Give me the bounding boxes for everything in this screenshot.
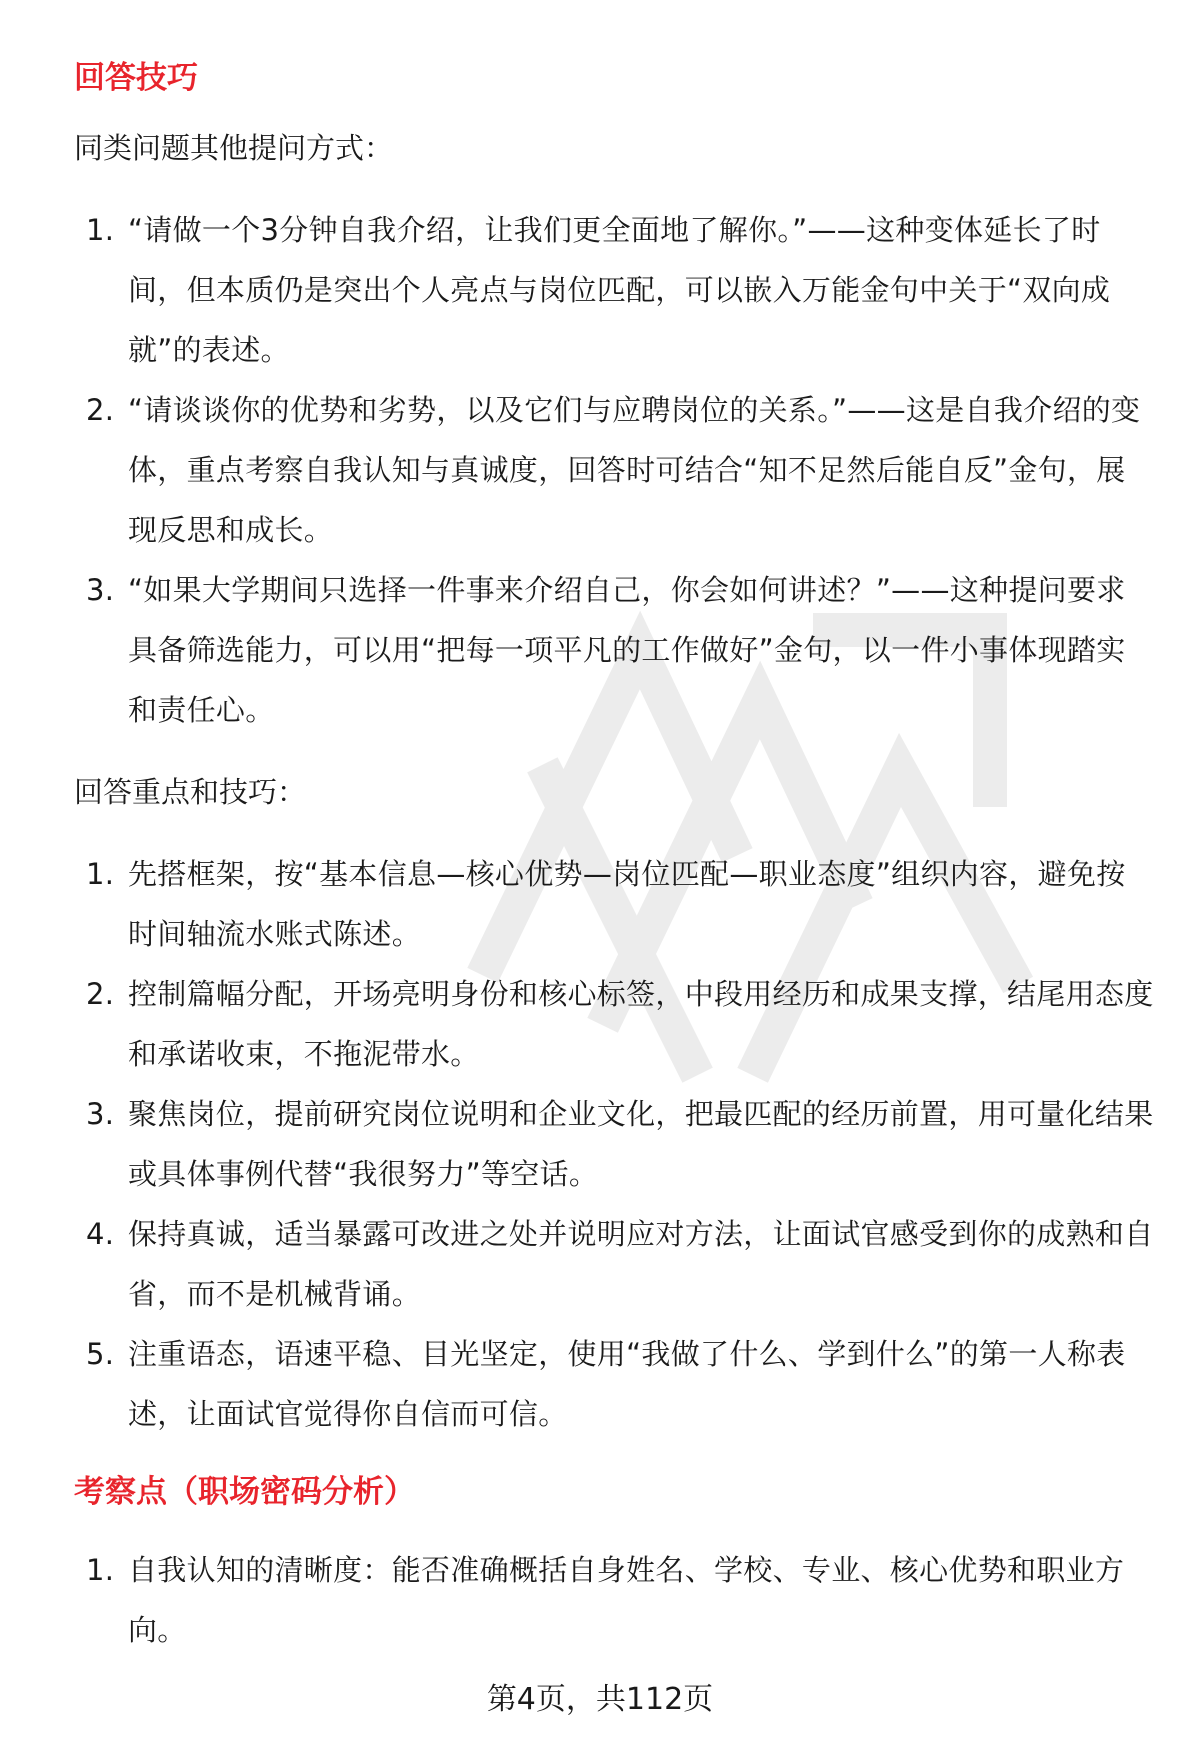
list-item xyxy=(74,1324,1154,1444)
list-text: 保持真诚，适当暴露可改进之处并说明应对方法，让面试官感受到你的成熟和自省，而不是机械背诵。 xyxy=(128,1217,1154,1311)
list-text: “如果大学期间只选择一件事来介绍自己，你会如何讲述？”——这种提问要求具备筛选能力，可以用“把每一项平凡的工作做好”金句，以一件小事体现踏实和责任心。 xyxy=(128,573,1126,727)
document-content xyxy=(74,52,1154,1660)
list-number: 3. xyxy=(86,1097,115,1131)
list-text: 注重语态，语速平稳、目光坚定，使用“我做了什么、学到什么”的第一人称表述，让面试官觉得你自信而可信。 xyxy=(128,1337,1126,1431)
list-number: 1. xyxy=(86,1553,115,1587)
list-item xyxy=(74,380,1154,560)
list-text: 先搭框架，按“基本信息—核心优势—岗位匹配—职业态度”组织内容，避免按时间轴流水账式陈述。 xyxy=(128,857,1126,951)
intro-answer-focus: 回答重点和技巧： xyxy=(74,775,307,809)
list-item xyxy=(74,1204,1154,1324)
list-number: 5. xyxy=(86,1337,115,1371)
list-item xyxy=(74,844,1154,964)
list-number: 1. xyxy=(86,213,115,247)
list-item xyxy=(74,1540,1154,1660)
list-text: “请做一个3分钟自我介绍，让我们更全面地了解你。”——这种变体延长了时间，但本质仍是突出个人亮点与岗位匹配，可以嵌入万能金句中关于“双向成就”的表述。 xyxy=(128,213,1111,367)
variants-list xyxy=(74,200,1154,740)
list-number: 1. xyxy=(86,857,115,891)
section-title-assessment-points: 考察点（职场密码分析） xyxy=(74,1474,415,1510)
list-text: “请谈谈你的优势和劣势，以及它们与应聘岗位的关系。”——这是自我介绍的变体，重点考察自我认知与真诚度，回答时可结合“知不足然后能自反”金句，展现反思和成长。 xyxy=(128,393,1141,547)
list-text: 自我认知的清晰度：能否准确概括自身姓名、学校、专业、核心优势和职业方向。 xyxy=(128,1553,1125,1647)
page-footer: 第4页，共112页 xyxy=(486,1682,714,1717)
list-number: 3. xyxy=(86,573,115,607)
list-number: 4. xyxy=(86,1217,115,1251)
list-text: 聚焦岗位，提前研究岗位说明和企业文化，把最匹配的经历前置，用可量化结果或具体事例代替“我很努力”等空话。 xyxy=(128,1097,1154,1191)
intro-other-questions: 同类问题其他提问方式： xyxy=(74,131,394,165)
list-text: 控制篇幅分配，开场亮明身份和核心标签，中段用经历和成果支撑，结尾用态度和承诺收束，不拖泥带水。 xyxy=(128,977,1154,1071)
tips-list xyxy=(74,844,1154,1444)
points-list xyxy=(74,1540,1154,1660)
list-item xyxy=(74,200,1154,380)
section-title-answer-tips: 回答技巧 xyxy=(74,60,198,96)
list-number: 2. xyxy=(86,393,115,427)
list-item xyxy=(74,964,1154,1084)
list-item xyxy=(74,1084,1154,1204)
list-number: 2. xyxy=(86,977,115,1011)
list-item xyxy=(74,560,1154,740)
